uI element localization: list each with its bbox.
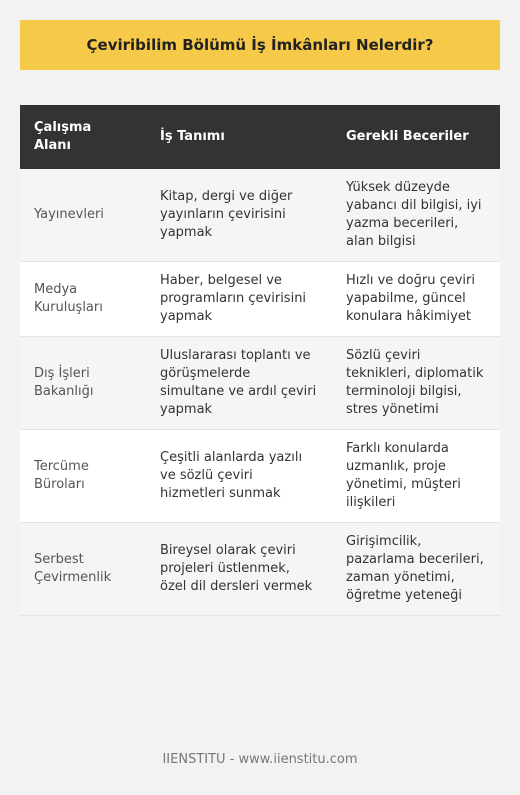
- cell-job-description: Çeşitli alanlarda yazılı ve sözlü çeviri hizmetleri sunmak: [146, 430, 332, 523]
- cell-required-skills: Yüksek düzeyde yabancı dil bilgisi, iyi yazma becerileri, alan bilgisi: [332, 169, 500, 262]
- table-row: [20, 262, 500, 337]
- cell-job-description: Uluslararası toplantı ve görüşmelerde simultane ve ardıl çeviri yapmak: [146, 337, 332, 430]
- cell-required-skills: Sözlü çeviri teknikleri, diplomatik terminoloji bilgisi, stres yönetimi: [332, 337, 500, 430]
- cell-job-description: Haber, belgesel ve programların çevirisini yapmak: [146, 262, 332, 337]
- table-row: [20, 430, 500, 523]
- cell-work-area: Yayınevleri: [20, 169, 146, 262]
- table-row: [20, 169, 500, 262]
- job-opportunities-table: [20, 105, 500, 616]
- header-work-area: Çalışma Alanı: [20, 105, 146, 169]
- table-header-row: [20, 105, 500, 169]
- page-title-text: Çeviribilim Bölümü İş İmkânları Nelerdir?: [86, 36, 434, 54]
- cell-work-area: Serbest Çevirmenlik: [20, 523, 146, 616]
- cell-required-skills: Girişimcilik, pazarlama becerileri, zaman yönetimi, öğretme yeteneği: [332, 523, 500, 616]
- table-row: [20, 523, 500, 616]
- cell-work-area: Tercüme Büroları: [20, 430, 146, 523]
- header-job-description: İş Tanımı: [146, 105, 332, 169]
- cell-job-description: Bireysel olarak çeviri projeleri üstlenmek, özel dil dersleri vermek: [146, 523, 332, 616]
- footer-credit: IIENSTITU - www.iienstitu.com: [162, 752, 358, 767]
- cell-work-area: Medya Kuruluşları: [20, 262, 146, 337]
- cell-required-skills: Farklı konularda uzmanlık, proje yönetimi, müşteri ilişkileri: [332, 430, 500, 523]
- cell-job-description: Kitap, dergi ve diğer yayınların çevirisini yapmak: [146, 169, 332, 262]
- table-row: [20, 337, 500, 430]
- page-title: [20, 20, 500, 70]
- cell-required-skills: Hızlı ve doğru çeviri yapabilme, güncel konulara hâkimiyet: [332, 262, 500, 337]
- cell-work-area: Dış İşleri Bakanlığı: [20, 337, 146, 430]
- header-required-skills: Gerekli Beceriler: [332, 105, 500, 169]
